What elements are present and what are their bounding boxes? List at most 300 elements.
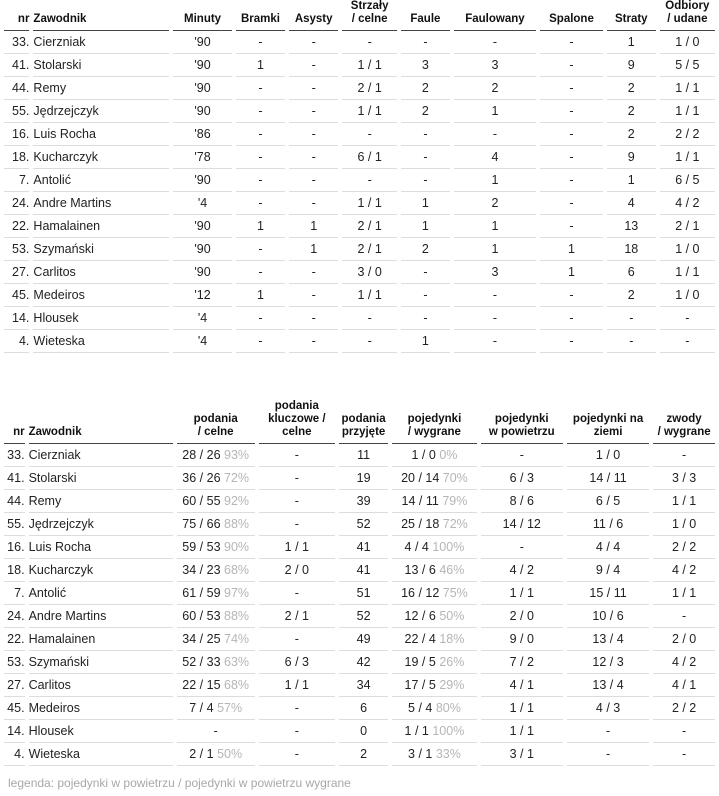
stat-cell: - bbox=[289, 284, 338, 307]
column-header: Odbiory / udane bbox=[660, 0, 715, 31]
stat-cell: 6 / 5 bbox=[660, 169, 715, 192]
stat-cell: 4 / 2 bbox=[653, 651, 715, 674]
stat-cell: - bbox=[236, 261, 285, 284]
stat-value: - bbox=[213, 724, 218, 738]
stat-cell bbox=[177, 697, 255, 720]
stat-cell: 1 bbox=[289, 215, 338, 238]
player-number: 16. bbox=[4, 123, 29, 146]
stat-cell: 1 / 0 bbox=[660, 31, 715, 54]
stat-cell: 1 bbox=[607, 169, 656, 192]
player-number: 22. bbox=[4, 215, 29, 238]
stat-cell: 1 bbox=[454, 169, 536, 192]
stat-cell bbox=[392, 559, 476, 582]
stat-cell: - bbox=[401, 307, 450, 330]
stat-cell: - bbox=[259, 444, 335, 467]
table-row bbox=[4, 559, 715, 582]
column-header: podania przyjęte bbox=[339, 400, 388, 444]
stat-value: 2 / 1 bbox=[189, 747, 214, 761]
stat-value: 60 / 55 bbox=[182, 494, 221, 508]
stat-cell: - bbox=[540, 77, 603, 100]
table-row bbox=[4, 284, 715, 307]
stat-cell: - bbox=[660, 307, 715, 330]
stat-cell bbox=[392, 720, 476, 743]
player-name: Szymański bbox=[33, 238, 169, 261]
stat-value: 14 / 11 bbox=[401, 494, 439, 508]
player-number: 53. bbox=[4, 238, 29, 261]
stat-percent: 68% bbox=[224, 678, 250, 692]
table-row bbox=[4, 651, 715, 674]
stat-cell bbox=[392, 743, 476, 766]
table-row bbox=[4, 261, 715, 284]
stat-cell: 1 / 0 bbox=[567, 444, 649, 467]
stat-percent: 97% bbox=[224, 586, 250, 600]
player-number: 41. bbox=[4, 467, 25, 490]
stat-cell: - bbox=[289, 330, 338, 353]
stat-cell: '4 bbox=[173, 330, 231, 353]
stat-cell: - bbox=[540, 192, 603, 215]
player-number: 7. bbox=[4, 169, 29, 192]
stat-cell: 10 / 6 bbox=[567, 605, 649, 628]
stat-cell bbox=[177, 582, 255, 605]
stat-cell: - bbox=[540, 330, 603, 353]
stat-cell bbox=[392, 467, 476, 490]
stat-cell: - bbox=[236, 77, 285, 100]
stat-cell bbox=[392, 513, 476, 536]
stat-cell: - bbox=[454, 284, 536, 307]
stat-cell: - bbox=[660, 330, 715, 353]
stat-cell: - bbox=[540, 31, 603, 54]
stat-cell: 9 / 0 bbox=[481, 628, 563, 651]
stat-value: 34 / 25 bbox=[182, 632, 221, 646]
table-row bbox=[4, 628, 715, 651]
stat-cell: 3 / 0 bbox=[342, 261, 397, 284]
stat-cell bbox=[177, 559, 255, 582]
table-row bbox=[4, 169, 715, 192]
stat-cell: - bbox=[259, 490, 335, 513]
table-row bbox=[4, 605, 715, 628]
column-header: Strzały / celne bbox=[342, 0, 397, 31]
table-row bbox=[4, 720, 715, 743]
stat-cell: 2 bbox=[607, 100, 656, 123]
stat-cell: 11 bbox=[339, 444, 388, 467]
player-number: 22. bbox=[4, 628, 25, 651]
stat-cell: - bbox=[342, 169, 397, 192]
player-number: 18. bbox=[4, 146, 29, 169]
stat-cell: 1 bbox=[540, 261, 603, 284]
stat-cell: 13 bbox=[607, 215, 656, 238]
stat-value: 19 / 5 bbox=[404, 655, 436, 669]
stat-cell: '90 bbox=[173, 169, 231, 192]
player-name: Szymański bbox=[29, 651, 173, 674]
stat-cell: 2 / 2 bbox=[660, 123, 715, 146]
stat-cell: 51 bbox=[339, 582, 388, 605]
stat-value: 1 / 1 bbox=[404, 724, 429, 738]
player-number: 16. bbox=[4, 536, 25, 559]
stat-cell: 1 / 1 bbox=[653, 582, 715, 605]
stat-cell: '90 bbox=[173, 54, 231, 77]
player-name: Carlitos bbox=[33, 261, 169, 284]
stat-cell: 13 / 4 bbox=[567, 674, 649, 697]
stat-cell: 2 / 0 bbox=[481, 605, 563, 628]
stat-cell: - bbox=[454, 330, 536, 353]
player-name: Luis Rocha bbox=[29, 536, 173, 559]
stat-cell: - bbox=[289, 307, 338, 330]
stat-cell: 2 bbox=[607, 123, 656, 146]
stat-cell: 1 bbox=[401, 215, 450, 238]
stat-cell: - bbox=[481, 536, 563, 559]
stat-cell: '90 bbox=[173, 31, 231, 54]
table-row bbox=[4, 307, 715, 330]
player-name: Stolarski bbox=[33, 54, 169, 77]
stat-cell: - bbox=[540, 215, 603, 238]
stat-cell: 4 / 3 bbox=[567, 697, 649, 720]
stat-cell: 3 / 3 bbox=[653, 467, 715, 490]
stat-value: 16 / 12 bbox=[401, 586, 440, 600]
stat-percent: 26% bbox=[439, 655, 465, 669]
table-row bbox=[4, 54, 715, 77]
stat-cell: - bbox=[401, 146, 450, 169]
stat-cell bbox=[177, 444, 255, 467]
stat-cell: - bbox=[342, 31, 397, 54]
stat-cell: 9 bbox=[607, 54, 656, 77]
column-header: zwody / wygrane bbox=[653, 400, 715, 444]
stat-cell: - bbox=[540, 100, 603, 123]
player-name: Hlousek bbox=[33, 307, 169, 330]
stat-cell: 4 / 4 bbox=[567, 536, 649, 559]
stat-cell: 1 bbox=[454, 238, 536, 261]
stat-cell: - bbox=[342, 123, 397, 146]
table-row bbox=[4, 215, 715, 238]
table-header-row bbox=[4, 400, 715, 444]
stat-value: 22 / 15 bbox=[182, 678, 221, 692]
stat-cell: 2 / 1 bbox=[342, 215, 397, 238]
stat-cell: 1 / 1 bbox=[660, 261, 715, 284]
table-row bbox=[4, 444, 715, 467]
table-row bbox=[4, 467, 715, 490]
stat-value: 22 / 4 bbox=[404, 632, 436, 646]
player-name: Antolić bbox=[33, 169, 169, 192]
column-header: Zawodnik bbox=[33, 0, 169, 31]
stat-cell bbox=[177, 605, 255, 628]
stat-cell: - bbox=[653, 743, 715, 766]
stat-percent: 18% bbox=[439, 632, 465, 646]
stat-cell: 8 / 6 bbox=[481, 490, 563, 513]
stat-cell bbox=[392, 490, 476, 513]
stat-cell: - bbox=[401, 123, 450, 146]
player-name: Antolić bbox=[29, 582, 173, 605]
stat-cell: - bbox=[540, 307, 603, 330]
stat-cell: - bbox=[289, 31, 338, 54]
stat-cell: 2 bbox=[454, 192, 536, 215]
stat-cell: 1 / 1 bbox=[259, 536, 335, 559]
stat-cell: '78 bbox=[173, 146, 231, 169]
stat-cell: 1 / 0 bbox=[653, 513, 715, 536]
player-name: Jędrzejczyk bbox=[33, 100, 169, 123]
stat-cell: 4 / 2 bbox=[660, 192, 715, 215]
player-name: Medeiros bbox=[33, 284, 169, 307]
stat-cell bbox=[392, 444, 476, 467]
player-name: Andre Martins bbox=[29, 605, 173, 628]
stat-cell: - bbox=[259, 467, 335, 490]
stat-value: 3 / 1 bbox=[408, 747, 433, 761]
column-header: podania / celne bbox=[177, 400, 255, 444]
stat-cell: 3 bbox=[401, 54, 450, 77]
table-row bbox=[4, 100, 715, 123]
stat-cell: - bbox=[401, 169, 450, 192]
stat-cell: 1 bbox=[236, 215, 285, 238]
table-row bbox=[4, 743, 715, 766]
stat-percent: 50% bbox=[439, 609, 465, 623]
table-row bbox=[4, 582, 715, 605]
stat-percent: 50% bbox=[217, 747, 243, 761]
stat-cell: 9 bbox=[607, 146, 656, 169]
stat-percent: 80% bbox=[435, 701, 461, 715]
stat-value: 7 / 4 bbox=[189, 701, 214, 715]
stat-cell: - bbox=[481, 444, 563, 467]
stat-cell: - bbox=[567, 720, 649, 743]
stat-percent: 74% bbox=[224, 632, 250, 646]
stat-cell bbox=[177, 513, 255, 536]
stat-cell: '90 bbox=[173, 77, 231, 100]
stat-cell: 6 / 5 bbox=[567, 490, 649, 513]
stat-cell: 42 bbox=[339, 651, 388, 674]
stat-cell: - bbox=[540, 284, 603, 307]
stat-cell: 52 bbox=[339, 605, 388, 628]
stat-cell: - bbox=[401, 261, 450, 284]
player-number: 55. bbox=[4, 100, 29, 123]
stat-cell: 2 / 1 bbox=[660, 215, 715, 238]
stat-percent: 88% bbox=[224, 517, 250, 531]
player-name: Remy bbox=[29, 490, 173, 513]
column-header: Zawodnik bbox=[29, 400, 173, 444]
stat-cell: 2 / 1 bbox=[342, 77, 397, 100]
stat-cell: 6 / 3 bbox=[259, 651, 335, 674]
stat-value: 75 / 66 bbox=[182, 517, 221, 531]
stat-cell: 9 / 4 bbox=[567, 559, 649, 582]
stat-value: 20 / 14 bbox=[401, 471, 440, 485]
stat-cell bbox=[177, 628, 255, 651]
stat-value: 13 / 6 bbox=[404, 563, 436, 577]
player-number: 44. bbox=[4, 77, 29, 100]
stat-cell: - bbox=[567, 743, 649, 766]
stat-cell: '86 bbox=[173, 123, 231, 146]
stat-cell: 11 / 6 bbox=[567, 513, 649, 536]
table-row bbox=[4, 192, 715, 215]
stat-cell bbox=[392, 651, 476, 674]
stat-cell: 4 / 2 bbox=[653, 559, 715, 582]
stat-cell: 1 / 0 bbox=[660, 238, 715, 261]
stat-cell: 5 / 5 bbox=[660, 54, 715, 77]
stat-cell: - bbox=[342, 307, 397, 330]
stat-cell: 2 bbox=[401, 77, 450, 100]
stat-cell: '4 bbox=[173, 307, 231, 330]
stat-cell: - bbox=[259, 513, 335, 536]
stat-cell: 2 bbox=[454, 77, 536, 100]
stat-cell: - bbox=[289, 169, 338, 192]
stat-cell bbox=[392, 697, 476, 720]
player-number: 24. bbox=[4, 605, 25, 628]
column-header: podania kluczowe / celne bbox=[259, 400, 335, 444]
stat-cell: - bbox=[653, 444, 715, 467]
stat-cell bbox=[177, 536, 255, 559]
stat-cell: - bbox=[454, 307, 536, 330]
stat-cell: 49 bbox=[339, 628, 388, 651]
stat-value: 59 / 53 bbox=[182, 540, 221, 554]
table-row bbox=[4, 146, 715, 169]
stat-cell bbox=[392, 536, 476, 559]
stat-cell: 4 / 1 bbox=[653, 674, 715, 697]
stat-cell: 1 / 1 bbox=[653, 490, 715, 513]
stat-cell: - bbox=[259, 720, 335, 743]
stat-cell: 1 bbox=[236, 284, 285, 307]
stat-cell: 2 bbox=[607, 77, 656, 100]
table-row bbox=[4, 513, 715, 536]
stat-cell: '90 bbox=[173, 238, 231, 261]
stat-cell: 52 bbox=[339, 513, 388, 536]
passing-duels-table bbox=[0, 400, 719, 766]
stat-cell: - bbox=[653, 720, 715, 743]
stat-percent: 75% bbox=[442, 586, 468, 600]
player-number: 27. bbox=[4, 674, 25, 697]
stat-cell: 4 bbox=[454, 146, 536, 169]
stat-cell: - bbox=[454, 123, 536, 146]
column-header: Bramki bbox=[236, 0, 285, 31]
table-row bbox=[4, 674, 715, 697]
stat-cell: - bbox=[607, 307, 656, 330]
stat-cell: 1 / 1 bbox=[259, 674, 335, 697]
stat-cell: 1 / 1 bbox=[481, 697, 563, 720]
player-name: Medeiros bbox=[29, 697, 173, 720]
stat-cell: 41 bbox=[339, 559, 388, 582]
stat-cell: 4 / 2 bbox=[481, 559, 563, 582]
stat-percent: 63% bbox=[224, 655, 250, 669]
player-number: 27. bbox=[4, 261, 29, 284]
stat-cell: - bbox=[236, 146, 285, 169]
legend-text: legenda: pojedynki w powietrzu / pojedynki w powietrzu wygrane bbox=[8, 776, 351, 790]
stat-cell: 3 bbox=[454, 54, 536, 77]
stat-cell: 41 bbox=[339, 536, 388, 559]
player-name: Hlousek bbox=[29, 720, 173, 743]
column-header: Faulowany bbox=[454, 0, 536, 31]
stat-cell: - bbox=[236, 169, 285, 192]
player-name: Wieteska bbox=[29, 743, 173, 766]
column-header: Minuty bbox=[173, 0, 231, 31]
stat-cell: - bbox=[540, 123, 603, 146]
stat-cell: - bbox=[540, 146, 603, 169]
stat-percent: 72% bbox=[224, 471, 250, 485]
player-number: 41. bbox=[4, 54, 29, 77]
player-name: Hamalainen bbox=[29, 628, 173, 651]
stat-cell: 0 bbox=[339, 720, 388, 743]
player-number: 14. bbox=[4, 720, 25, 743]
player-number: 44. bbox=[4, 490, 25, 513]
player-name: Kucharczyk bbox=[33, 146, 169, 169]
stat-cell: '90 bbox=[173, 100, 231, 123]
stat-cell bbox=[177, 490, 255, 513]
player-name: Remy bbox=[33, 77, 169, 100]
stat-cell: 2 / 2 bbox=[653, 697, 715, 720]
column-header: nr bbox=[4, 400, 25, 444]
stat-percent: 100% bbox=[432, 724, 465, 738]
table-row bbox=[4, 123, 715, 146]
column-header: pojedynki na ziemi bbox=[567, 400, 649, 444]
table-row bbox=[4, 697, 715, 720]
stat-cell: 2 bbox=[607, 284, 656, 307]
stat-cell: 1 bbox=[401, 192, 450, 215]
stat-cell: '90 bbox=[173, 261, 231, 284]
stat-cell: 34 bbox=[339, 674, 388, 697]
stat-value: 52 / 33 bbox=[182, 655, 221, 669]
stat-cell: '4 bbox=[173, 192, 231, 215]
column-header: Spalone bbox=[540, 0, 603, 31]
stat-value: 5 / 4 bbox=[408, 701, 433, 715]
stat-percent: 90% bbox=[224, 540, 250, 554]
stat-value: 4 / 4 bbox=[404, 540, 429, 554]
stat-cell: 6 / 1 bbox=[342, 146, 397, 169]
stat-cell bbox=[177, 743, 255, 766]
table-header-row bbox=[4, 0, 715, 31]
stat-cell: 1 / 1 bbox=[660, 77, 715, 100]
stat-cell bbox=[392, 605, 476, 628]
stat-cell bbox=[177, 467, 255, 490]
stat-cell: 6 bbox=[607, 261, 656, 284]
stat-cell: 4 / 1 bbox=[481, 674, 563, 697]
column-header: Straty bbox=[607, 0, 656, 31]
player-name: Stolarski bbox=[29, 467, 173, 490]
stat-value: 61 / 59 bbox=[182, 586, 221, 600]
stat-cell: 1 bbox=[454, 100, 536, 123]
table-row bbox=[4, 77, 715, 100]
player-number: 45. bbox=[4, 284, 29, 307]
stat-cell: 2 bbox=[339, 743, 388, 766]
stat-cell: - bbox=[259, 743, 335, 766]
column-header: pojedynki / wygrane bbox=[392, 400, 476, 444]
stat-cell bbox=[177, 720, 255, 743]
stat-percent: 88% bbox=[224, 609, 250, 623]
stat-cell: 2 / 0 bbox=[259, 559, 335, 582]
stat-cell: - bbox=[236, 238, 285, 261]
stat-cell: - bbox=[289, 100, 338, 123]
player-name: Andre Martins bbox=[33, 192, 169, 215]
stat-value: 28 / 26 bbox=[182, 448, 221, 462]
stat-cell: 2 bbox=[401, 238, 450, 261]
stat-cell bbox=[177, 674, 255, 697]
stat-cell: 1 bbox=[289, 238, 338, 261]
stat-cell: - bbox=[259, 582, 335, 605]
player-name: Carlitos bbox=[29, 674, 173, 697]
column-header: Faule bbox=[401, 0, 450, 31]
stat-cell: 2 bbox=[401, 100, 450, 123]
player-number: 7. bbox=[4, 582, 25, 605]
stat-cell: 13 / 4 bbox=[567, 628, 649, 651]
stat-cell: 7 / 2 bbox=[481, 651, 563, 674]
stat-cell: - bbox=[540, 169, 603, 192]
stat-cell: '12 bbox=[173, 284, 231, 307]
stat-percent: 92% bbox=[224, 494, 250, 508]
table-row bbox=[4, 31, 715, 54]
stat-value: 60 / 53 bbox=[182, 609, 221, 623]
player-number: 33. bbox=[4, 31, 29, 54]
stat-cell: 3 bbox=[454, 261, 536, 284]
stat-cell: 6 bbox=[339, 697, 388, 720]
stat-percent: 0% bbox=[439, 448, 458, 462]
stat-value: 25 / 18 bbox=[401, 517, 440, 531]
player-number: 53. bbox=[4, 651, 25, 674]
player-name: Cierzniak bbox=[33, 31, 169, 54]
stat-cell: 2 / 0 bbox=[653, 628, 715, 651]
stat-cell: 1 / 1 bbox=[342, 54, 397, 77]
stat-cell: - bbox=[607, 330, 656, 353]
